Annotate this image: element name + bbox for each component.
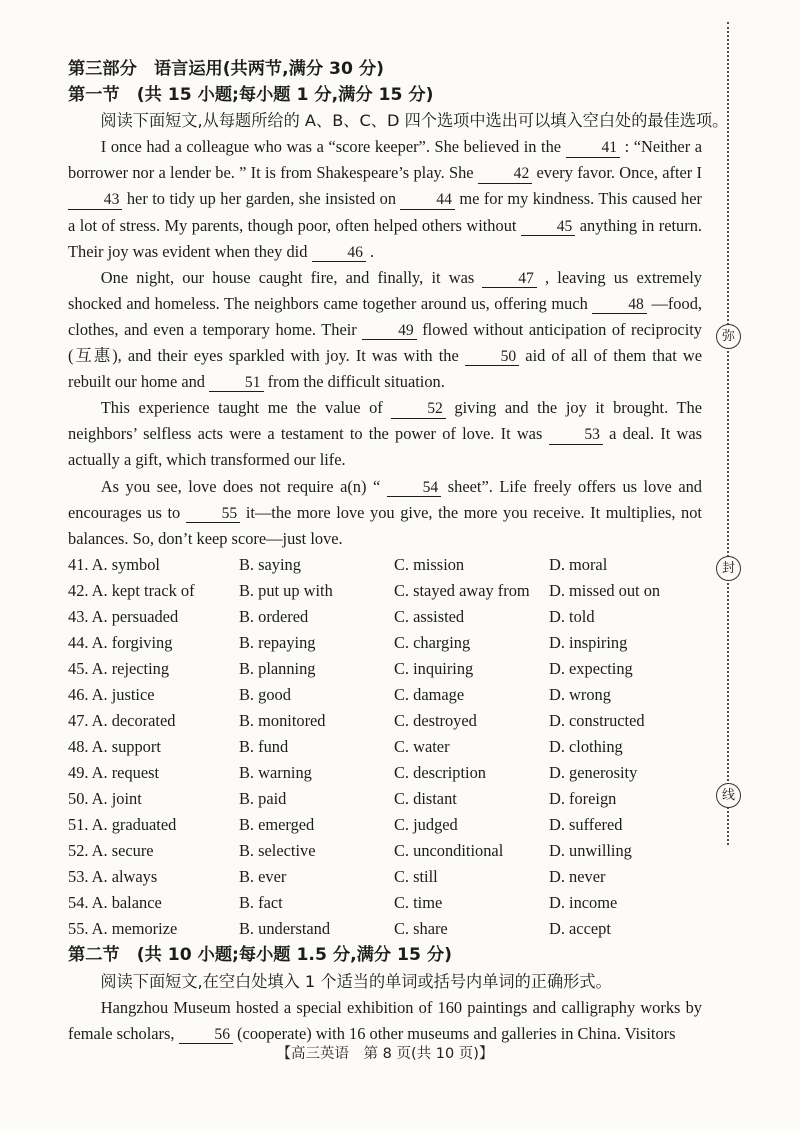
blank-44: 44 bbox=[400, 192, 454, 209]
option-a-cell: 49. A. request bbox=[68, 763, 160, 783]
option-d-cell: D. expecting bbox=[549, 658, 633, 678]
question-row-41 bbox=[68, 552, 702, 578]
option-c-cell: C. share bbox=[394, 919, 448, 939]
option-d-cell: D. constructed bbox=[549, 711, 645, 731]
option-a-cell: 50. A. joint bbox=[68, 789, 142, 809]
passage-paragraph: One night, our house caught fire, and finally, it was 47 , leaving us extremely shocked and homeless. The neighbors came together around us, offering much 48 —food, clothes, and even a temporary home. Their 49 flowed without anticipation of reciprocity (互惠), and their eyes sparkled with joy. It was with the 50 aid of all of them that we rebuilt our home and 51 from the difficult situation. bbox=[68, 267, 703, 392]
question-row-49 bbox=[68, 760, 702, 786]
option-d-cell: D. suffered bbox=[549, 815, 623, 835]
option-a-cell: 45. A. rejecting bbox=[68, 658, 170, 678]
option-b-cell: B. understand bbox=[239, 919, 331, 939]
seal-mark-mi: 弥 bbox=[716, 324, 741, 349]
option-b-cell: B. selective bbox=[239, 841, 316, 861]
option-b-cell: B. fund bbox=[239, 737, 289, 757]
options-table bbox=[68, 552, 702, 943]
option-b-cell: B. paid bbox=[239, 789, 287, 809]
passage-paragraph: Hangzhou Museum hosted a special exhibition of 160 paintings and calligraphy works by female scholars, 56 (cooperate) with 16 other museums and galleries in China. Visitors bbox=[68, 997, 702, 1043]
option-a-cell: 41. A. symbol bbox=[68, 554, 160, 574]
blank-53: 53 bbox=[549, 427, 603, 444]
blank-47: 47 bbox=[482, 271, 536, 288]
option-c-cell: C. water bbox=[394, 737, 450, 757]
option-d-cell: D. told bbox=[549, 606, 595, 626]
option-b-cell: B. saying bbox=[239, 554, 301, 574]
section1-instruction: 阅读下面短文,从每题所给的 A、B、C、D 四个选项中选出可以填入空白处的最佳选项。 bbox=[100, 111, 729, 131]
option-a-cell: 43. A. persuaded bbox=[68, 606, 179, 626]
question-row-42 bbox=[68, 578, 702, 604]
option-a-cell: 51. A. graduated bbox=[68, 815, 177, 835]
option-b-cell: B. warning bbox=[239, 763, 312, 783]
option-d-cell: D. clothing bbox=[549, 737, 623, 757]
option-c-cell: C. damage bbox=[394, 685, 465, 705]
blank-46: 46 bbox=[312, 245, 366, 262]
question-row-55 bbox=[68, 916, 702, 942]
blank-43: 43 bbox=[68, 192, 122, 209]
blank-49: 49 bbox=[362, 323, 416, 340]
option-c-cell: C. inquiring bbox=[394, 658, 474, 678]
option-b-cell: B. emerged bbox=[239, 815, 315, 835]
blank-42: 42 bbox=[478, 166, 532, 183]
option-c-cell: C. destroyed bbox=[394, 711, 477, 731]
seal-line bbox=[727, 22, 729, 845]
seal-mark-xian: 线 bbox=[716, 783, 741, 808]
option-d-cell: D. missed out on bbox=[549, 580, 661, 600]
option-b-cell: B. good bbox=[239, 685, 291, 705]
option-c-cell: C. judged bbox=[394, 815, 458, 835]
passage-paragraph: This experience taught me the value of 52 giving and the joy it brought. The neighbors’ selfless acts were a testament to the power of love. It was 53 a deal. It was actually a gift, which transformed our life. bbox=[68, 398, 702, 470]
option-c-cell: C. unconditional bbox=[394, 841, 504, 861]
page-footer: 【高三英语 第 8 页(共 10 页)】 bbox=[276, 1046, 494, 1062]
option-c-cell: C. time bbox=[394, 893, 443, 913]
question-row-54 bbox=[68, 890, 702, 916]
blank-50: 50 bbox=[465, 349, 519, 366]
option-c-cell: C. description bbox=[394, 763, 486, 783]
option-d-cell: D. generosity bbox=[549, 763, 638, 783]
blank-55: 55 bbox=[186, 506, 240, 523]
question-row-48 bbox=[68, 734, 702, 760]
option-d-cell: D. accept bbox=[549, 919, 611, 939]
passage-paragraph: As you see, love does not require a(n) “ 54 sheet”. Life freely offers us love and encourages us to 55 it—the more love you give, the more you receive. It multiplies, not balances. So, don’t keep score—just love. bbox=[68, 476, 702, 548]
option-a-cell: 52. A. secure bbox=[68, 841, 154, 861]
option-d-cell: D. moral bbox=[549, 554, 608, 574]
option-b-cell: B. ever bbox=[239, 867, 287, 887]
question-row-52 bbox=[68, 838, 702, 864]
option-c-cell: C. stayed away from bbox=[394, 580, 530, 600]
question-row-43 bbox=[68, 604, 702, 630]
option-c-cell: C. charging bbox=[394, 632, 471, 652]
blank-52: 52 bbox=[391, 401, 445, 418]
option-d-cell: D. inspiring bbox=[549, 632, 628, 652]
option-a-cell: 42. A. kept track of bbox=[68, 580, 195, 600]
question-row-51 bbox=[68, 812, 702, 838]
option-c-cell: C. assisted bbox=[394, 606, 465, 626]
blank-56: 56 bbox=[179, 1027, 233, 1044]
option-a-cell: 46. A. justice bbox=[68, 685, 155, 705]
cloze-passage bbox=[68, 134, 702, 552]
question-row-50 bbox=[68, 786, 702, 812]
option-a-cell: 54. A. balance bbox=[68, 893, 162, 913]
option-b-cell: B. fact bbox=[239, 893, 283, 913]
option-c-cell: C. distant bbox=[394, 789, 457, 809]
passage-paragraph: I once had a colleague who was a “score keeper”. She believed in the 41 : “Neither a borrower nor a lender be. ” It is from Shakespeare’s play. She 42 every favor. Once, after I 43 her to tidy up her garden, she insisted on 44 me for my kindness. This caused her a lot of stress. My parents, though poor, often helped others without 45 anything in return. Their joy was evident when they did 46 . bbox=[68, 137, 703, 261]
blank-51: 51 bbox=[209, 375, 263, 392]
section2-title: 第二节 (共 10 小题;每小题 1.5 分,满分 15 分) bbox=[68, 945, 452, 966]
question-row-44 bbox=[68, 630, 702, 656]
option-c-cell: C. mission bbox=[394, 554, 465, 574]
option-b-cell: B. put up with bbox=[239, 580, 333, 600]
gapfill-passage bbox=[68, 995, 702, 1047]
blank-48: 48 bbox=[592, 297, 646, 314]
question-row-46 bbox=[68, 682, 702, 708]
blank-41: 41 bbox=[566, 140, 620, 157]
seal-mark-feng: 封 bbox=[716, 556, 741, 581]
question-row-53 bbox=[68, 864, 702, 890]
blank-54: 54 bbox=[387, 480, 441, 497]
option-a-cell: 53. A. always bbox=[68, 867, 158, 887]
part3-title: 第三部分 语言运用(共两节,满分 30 分) bbox=[68, 59, 384, 79]
question-row-45 bbox=[68, 656, 702, 682]
section2-instruction: 阅读下面短文,在空白处填入 1 个适当的单词或括号内单词的正确形式。 bbox=[100, 971, 612, 991]
option-a-cell: 44. A. forgiving bbox=[68, 632, 173, 652]
section1-title: 第一节 (共 15 小题;每小题 1 分,满分 15 分) bbox=[68, 85, 434, 106]
option-a-cell: 47. A. decorated bbox=[68, 711, 176, 731]
option-a-cell: 55. A. memorize bbox=[68, 919, 178, 939]
page-content bbox=[68, 56, 729, 1047]
option-d-cell: D. income bbox=[549, 893, 618, 913]
option-c-cell: C. still bbox=[394, 867, 438, 887]
option-a-cell: 48. A. support bbox=[68, 737, 161, 757]
question-row-47 bbox=[68, 708, 702, 734]
blank-45: 45 bbox=[521, 219, 575, 236]
option-d-cell: D. foreign bbox=[549, 789, 617, 809]
option-b-cell: B. repaying bbox=[239, 632, 316, 652]
option-b-cell: B. ordered bbox=[239, 606, 309, 626]
option-b-cell: B. planning bbox=[239, 658, 316, 678]
option-d-cell: D. wrong bbox=[549, 685, 611, 705]
option-b-cell: B. monitored bbox=[239, 711, 326, 731]
option-d-cell: D. unwilling bbox=[549, 841, 632, 861]
option-d-cell: D. never bbox=[549, 867, 606, 887]
